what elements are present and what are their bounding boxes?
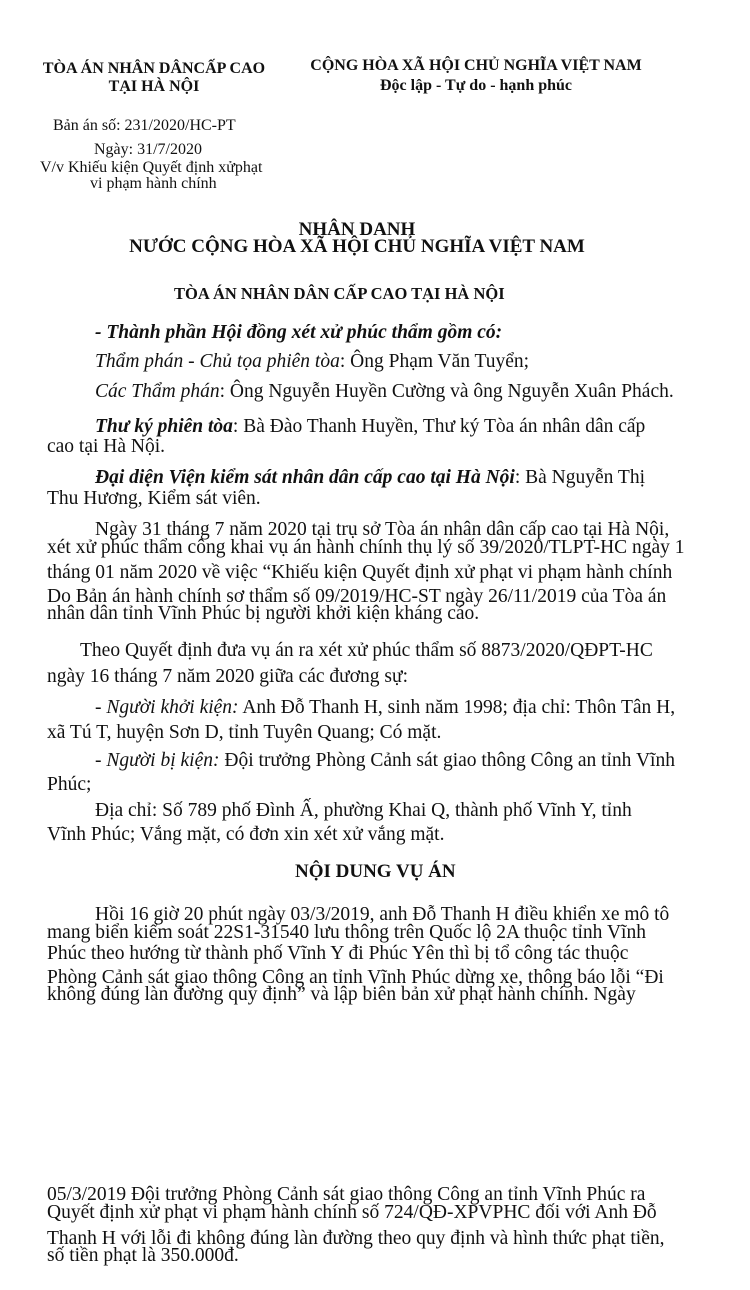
prosecutor-value-1: : Bà Nguyễn Thị <box>514 467 646 488</box>
panel-judges <box>95 381 674 403</box>
hearing-paragraph <box>47 519 685 625</box>
content-line: Phòng Cảnh sát giao thông Công an tỉnh Vĩnh Phúc dừng xe, thông báo lỗi “Đi <box>47 967 664 988</box>
defendant-value-2: Phúc; <box>47 774 92 795</box>
page2-paragraph <box>47 1184 664 1267</box>
defendant <box>47 750 675 796</box>
court-name-line2: TẠI HÀ NỘI <box>108 78 200 95</box>
judges-label: Các Thẩm phán <box>95 381 220 402</box>
court-name-line1: TÒA ÁN NHÂN DÂNCẤP CAO <box>42 60 266 77</box>
address-line-1: Địa chỉ: Số 789 phố Đình Ấ, phường Khai Q, thành phố Vĩnh Y, tỉnh <box>95 800 632 821</box>
page2-line: Thanh H với lỗi đi không đúng làn đường theo quy định và hình thức phạt tiền, <box>47 1228 665 1249</box>
page2-line: 05/3/2019 Đội trưởng Phòng Cảnh sát giao thông Công an tỉnh Vĩnh Phúc ra <box>47 1184 646 1205</box>
content-line: Hồi 16 giờ 20 phút ngày 03/3/2019, anh Đỗ Thanh H điều khiển xe mô tô <box>95 904 670 925</box>
hearing-line: Ngày 31 tháng 7 năm 2020 tại trụ sở Tòa án nhân dân cấp cao tại Hà Nội, <box>95 519 670 540</box>
clerk-value-2: cao tại Hà Nội. <box>47 436 166 457</box>
presiding-value: : Ông Phạm Văn Tuyển; <box>339 351 530 372</box>
panel-heading: - Thành phần Hội đồng xét xử phúc thẩm gồm có: <box>95 322 503 343</box>
case-content <box>47 904 669 1006</box>
title-on-behalf: NHÂN DANH <box>298 219 416 240</box>
hearing-line: Do Bản án hành chính sơ thẩm số 09/2019/HC-ST ngày 26/11/2019 của Tòa án <box>47 586 667 607</box>
judges-value: : Ông Nguyễn Huyền Cường và ông Nguyễn Xuân Phách. <box>219 381 674 402</box>
decision-line: ngày 16 tháng 7 năm 2020 giữa các đương sự: <box>47 666 408 687</box>
prosecutor-value-2: Thu Hương, Kiểm sát viên. <box>47 488 261 509</box>
decision-paragraph <box>47 640 653 688</box>
page2-line: số tiền phạt là 350.000đ. <box>47 1245 239 1266</box>
nation-heading <box>300 57 652 95</box>
section-heading: NỘI DUNG VỤ ÁN <box>295 861 456 882</box>
prosecutor <box>47 467 645 510</box>
address-line-2: Vĩnh Phúc; Vắng mặt, có đơn xin xét xử vắng mặt. <box>47 824 445 845</box>
page2-line: Quyết định xử phạt vi phạm hành chính số 724/QĐ-XPVPHC đối với Anh Đỗ <box>47 1202 657 1223</box>
title-nation: NƯỚC CỘNG HÒA XÃ HỘI CHỦ NGHĨA VIỆT NAM <box>129 236 585 257</box>
hearing-line: nhân dân tỉnh Vĩnh Phúc bị người khởi kiện kháng cáo. <box>47 603 480 624</box>
defendant-address <box>47 800 632 846</box>
plaintiff-value-2: xã Tú T, huyện Sơn D, tỉnh Tuyên Quang; Có mặt. <box>47 722 442 743</box>
case-subject-line2: vi phạm hành chính <box>90 175 217 192</box>
presiding-judge <box>95 351 529 373</box>
nation-title: CỘNG HÒA XÃ HỘI CHỦ NGHĨA VIỆT NAM <box>310 57 642 74</box>
case-subject-line1: V/v Khiếu kiện Quyết định xửphạt <box>40 159 263 176</box>
content-line: mang biển kiểm soát 22S1-31540 lưu thông trên Quốc lộ 2A thuộc tỉnh Vĩnh <box>47 922 646 943</box>
plaintiff <box>47 697 675 744</box>
hearing-line: xét xử phúc thẩm công khai vụ án hành chính thụ lý số 39/2020/TLPT-HC ngày 1 <box>47 537 685 558</box>
clerk-label: Thư ký phiên tòa <box>95 416 233 437</box>
defendant-value-1: Đội trưởng Phòng Cảnh sát giao thông Công an tỉnh Vĩnh <box>219 750 675 771</box>
nation-motto: Độc lập - Tự do - hạnh phúc <box>379 77 573 94</box>
clerk <box>47 416 645 458</box>
case-date: Ngày: 31/7/2020 <box>94 141 202 158</box>
defendant-label: - Người bị kiện: <box>95 750 220 771</box>
prosecutor-label: Đại diện Viện kiểm sát nhân dân cấp cao tại Hà Nội <box>95 467 515 488</box>
presiding-label: Thẩm phán - Chủ tọa phiên tòa <box>95 351 340 372</box>
content-line: không đúng làn đường quy định” và lập biên bản xử phạt hành chính. Ngày <box>47 984 636 1005</box>
decision-line: Theo Quyết định đưa vụ án ra xét xử phúc thẩm số 8873/2020/QĐPT-HC <box>80 640 653 661</box>
clerk-value-1: : Bà Đào Thanh Huyền, Thư ký Tòa án nhân dân cấp <box>232 416 646 437</box>
case-number: Bản án số: 231/2020/HC-PT <box>53 117 236 134</box>
plaintiff-label: - Người khởi kiện: <box>95 697 239 718</box>
hearing-line: tháng 01 năm 2020 về việc “Khiếu kiện Quyết định xử phạt vi phạm hành chính <box>47 562 673 583</box>
plaintiff-value-1: Anh Đỗ Thanh H, sinh năm 1998; địa chỉ: Thôn Tân H, <box>238 697 676 718</box>
content-line: Phúc theo hướng từ thành phố Vĩnh Y đi Phúc Yên thì bị tổ công tác thuộc <box>47 943 629 964</box>
title-court: TÒA ÁN NHÂN DÂN CẤP CAO TẠI HÀ NỘI <box>174 284 505 303</box>
court-name <box>40 60 268 96</box>
